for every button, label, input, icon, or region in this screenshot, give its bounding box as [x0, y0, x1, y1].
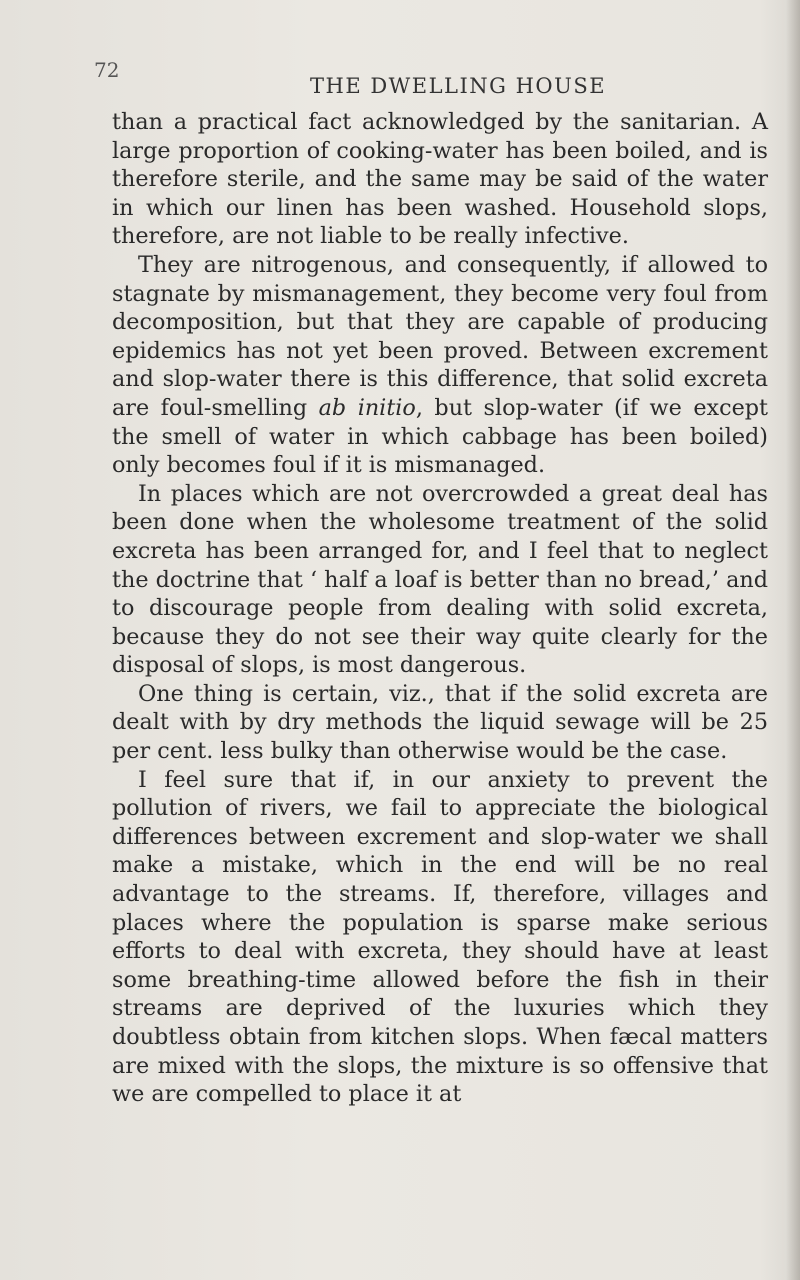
paragraph	[112, 251, 768, 480]
paragraph-text: I feel sure that if, in our anxiety to prevent the pollution of rivers, we fail to appreciate the biological differences between excrement and slop-water we shall make a mistake, which in the end will be no real advantage to the streams. If, therefore, villages and places where the population is sparse make serious efforts to deal with excreta, they should have at least some breathing-time allowed before the fish in their streams are deprived of the luxuries which they doubtless obtain from kitchen slops. When fæcal matters are mixed with the slops, the mixture is so offensive that we are compelled to place it at	[112, 766, 768, 1108]
paragraph	[112, 680, 768, 766]
paragraph	[112, 766, 768, 1109]
paragraph	[112, 480, 768, 680]
italic-phrase: ab initio	[318, 394, 416, 421]
paragraph-text: than a practical fact acknowledged by the sanitarian. A large proportion of cooking-water has been boiled, and is therefore sterile, and the same may be said of the water in which our linen has been washed. Household slops, therefore, are not liable to be really infective.	[112, 109, 768, 250]
paragraph-text: They are nitrogenous, and consequently, if allowed to stagnate by mismanagement, they become very foul from decomposition, but that they are capable of producing epidemics has not yet been proved. Between excrement and slop-water there is this difference, that solid excreta are foul-smelling	[112, 251, 768, 421]
page-number: 72	[94, 58, 120, 82]
page-edge-shadow	[786, 0, 800, 1280]
paragraph-text: In places which are not overcrowded a great deal has been done when the wholesome treatment of the solid excreta has been arranged for, and I feel that to neglect the doctrine that ‘ half a loaf is better than no bread,’ and to discourage people from dealing with solid excreta, because they do not see their way quite clearly for the disposal of slops, is most dangerous.	[112, 480, 768, 679]
running-head: THE DWELLING HOUSE	[310, 74, 607, 98]
paragraph-text: One thing is certain, viz., that if the solid excreta are dealt with by dry methods the liquid sewage will be 25 per cent. less bulky than otherwise would be the case.	[112, 680, 768, 765]
paragraph	[112, 108, 768, 251]
paragraph-text: , but slop-water (if we except the smell of water in which cabbage has been boiled) only becomes foul if it is mismanaged.	[112, 394, 768, 479]
body-text	[112, 108, 768, 1109]
